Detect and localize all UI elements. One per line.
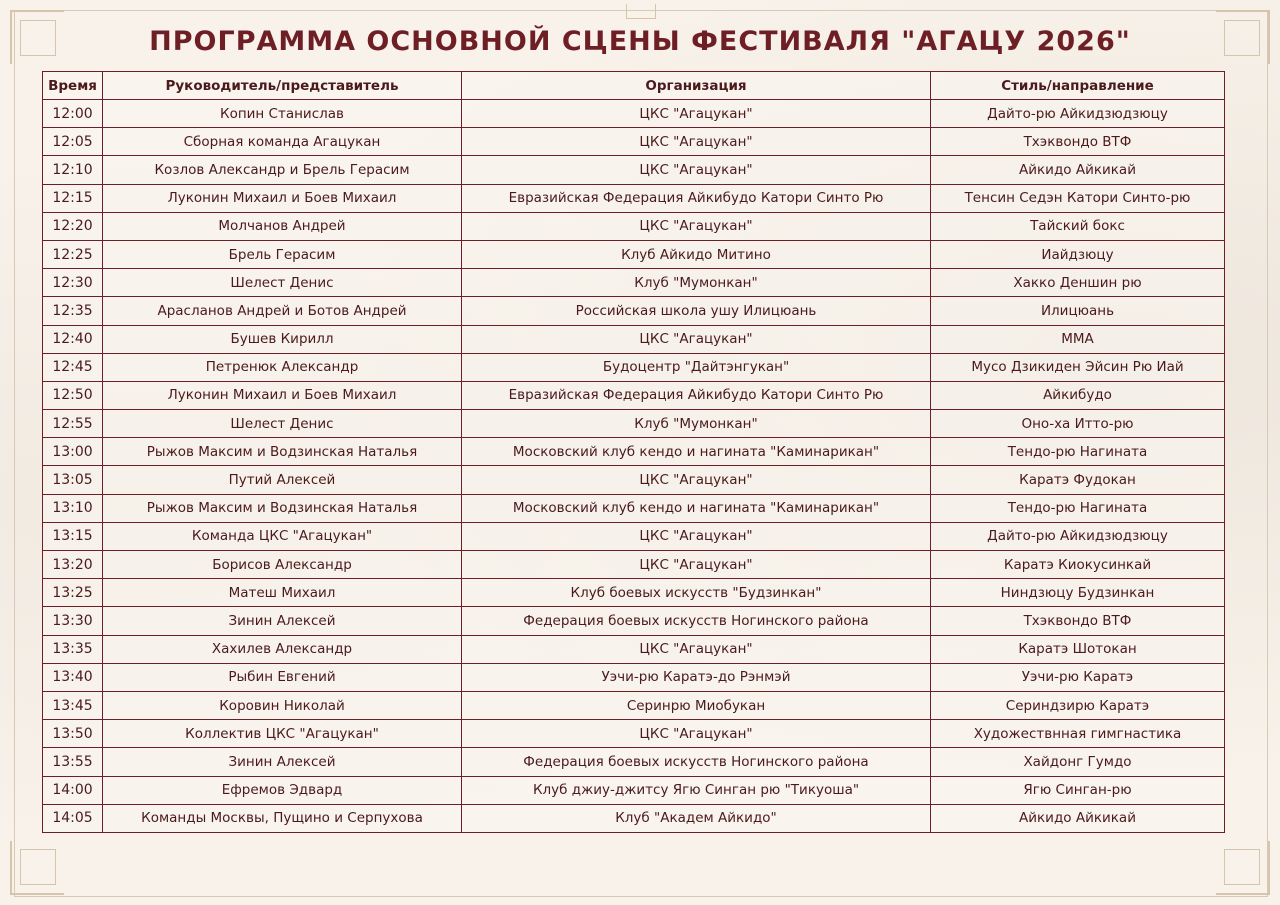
cell-organization: Клуб "Мумонкан" [462, 410, 931, 438]
cell-organization: Клуб Айкидо Митино [462, 240, 931, 268]
table-row [43, 128, 1225, 156]
cell-time: 12:40 [43, 325, 103, 353]
cell-style: Ягю Синган-рю [931, 776, 1225, 804]
cell-leader: Копин Станислав [103, 100, 462, 128]
cell-leader: Бушев Кирилл [103, 325, 462, 353]
cell-organization: ЦКС "Агацукан" [462, 212, 931, 240]
header-style: Стиль/направление [931, 72, 1225, 100]
cell-leader: Сборная команда Агацукан [103, 128, 462, 156]
table-row [43, 720, 1225, 748]
cell-time: 13:05 [43, 466, 103, 494]
cell-style: Оно-ха Итто-рю [931, 410, 1225, 438]
cell-time: 12:25 [43, 240, 103, 268]
cell-style: Тенсин Седэн Катори Синто-рю [931, 184, 1225, 212]
table-row [43, 325, 1225, 353]
cell-style: Тайский бокс [931, 212, 1225, 240]
cell-organization: Уэчи-рю Каратэ-до Рэнмэй [462, 663, 931, 691]
table-row [43, 551, 1225, 579]
cell-style: Айкидо Айкикай [931, 156, 1225, 184]
cell-leader: Шелест Денис [103, 269, 462, 297]
table-row [43, 691, 1225, 719]
cell-style: Айкибудо [931, 381, 1225, 409]
cell-leader: Арасланов Андрей и Ботов Андрей [103, 297, 462, 325]
cell-time: 12:50 [43, 381, 103, 409]
cell-style: Дайто-рю Айкидзюдзюцу [931, 522, 1225, 550]
table-row [43, 100, 1225, 128]
table-row [43, 269, 1225, 297]
table-row [43, 410, 1225, 438]
cell-style: Тхэквондо ВТФ [931, 607, 1225, 635]
cell-organization: Московский клуб кендо и нагината "Каминарикан" [462, 494, 931, 522]
cell-style: Сериндзирю Каратэ [931, 691, 1225, 719]
cell-style: Тендо-рю Нагината [931, 494, 1225, 522]
table-row [43, 297, 1225, 325]
cell-leader: Рыбин Евгений [103, 663, 462, 691]
cell-leader: Брель Герасим [103, 240, 462, 268]
cell-time: 14:05 [43, 804, 103, 832]
cell-time: 13:10 [43, 494, 103, 522]
cell-leader: Луконин Михаил и Боев Михаил [103, 184, 462, 212]
table-row [43, 240, 1225, 268]
cell-style: Хайдонг Гумдо [931, 748, 1225, 776]
cell-time: 13:50 [43, 720, 103, 748]
table-row [43, 466, 1225, 494]
cell-leader: Петренюк Александр [103, 353, 462, 381]
table-row [43, 776, 1225, 804]
table-row [43, 804, 1225, 832]
table-body [43, 100, 1225, 833]
cell-leader: Коровин Николай [103, 691, 462, 719]
page-title: ПРОГРАММА ОСНОВНОЙ СЦЕНЫ ФЕСТИВАЛЯ "АГАЦУ 2026" [149, 26, 1131, 57]
cell-style: Каратэ Фудокан [931, 466, 1225, 494]
table-row [43, 212, 1225, 240]
table-row [43, 607, 1225, 635]
cell-leader: Молчанов Андрей [103, 212, 462, 240]
cell-style: Айкидо Айкикай [931, 804, 1225, 832]
cell-organization: Российская школа ушу Илицюань [462, 297, 931, 325]
cell-style: Дайто-рю Айкидзюдзюцу [931, 100, 1225, 128]
cell-time: 12:35 [43, 297, 103, 325]
top-ornament [626, 4, 656, 19]
cell-time: 13:55 [43, 748, 103, 776]
cell-organization: ЦКС "Агацукан" [462, 128, 931, 156]
cell-organization: ЦКС "Агацукан" [462, 100, 931, 128]
cell-leader: Рыжов Максим и Водзинская Наталья [103, 494, 462, 522]
cell-organization: Клуб джиу-джитсу Ягю Синган рю "Тикуоша" [462, 776, 931, 804]
table-row [43, 522, 1225, 550]
cell-organization: Евразийская Федерация Айкибудо Катори Синто Рю [462, 184, 931, 212]
cell-leader: Ефремов Эдвард [103, 776, 462, 804]
cell-style: Тхэквондо ВТФ [931, 128, 1225, 156]
cell-style: Иайдзюцу [931, 240, 1225, 268]
header-leader: Руководитель/представитель [103, 72, 462, 100]
cell-organization: Евразийская Федерация Айкибудо Катори Синто Рю [462, 381, 931, 409]
header-organization: Организация [462, 72, 931, 100]
cell-leader: Коллектив ЦКС "Агацукан" [103, 720, 462, 748]
cell-time: 14:00 [43, 776, 103, 804]
cell-leader: Путий Алексей [103, 466, 462, 494]
cell-organization: ЦКС "Агацукан" [462, 551, 931, 579]
cell-style: Каратэ Киокусинкай [931, 551, 1225, 579]
header-time: Время [43, 72, 103, 100]
cell-leader: Зинин Алексей [103, 748, 462, 776]
schedule-table [42, 71, 1225, 833]
cell-time: 13:00 [43, 438, 103, 466]
table-row [43, 184, 1225, 212]
cell-leader: Шелест Денис [103, 410, 462, 438]
cell-time: 12:30 [43, 269, 103, 297]
cell-style: Илицюань [931, 297, 1225, 325]
corner-ornament-bottom-right [1216, 841, 1270, 895]
table-row [43, 635, 1225, 663]
cell-organization: ЦКС "Агацукан" [462, 635, 931, 663]
cell-style: Мусо Дзикиден Эйсин Рю Иай [931, 353, 1225, 381]
cell-time: 12:05 [43, 128, 103, 156]
table-row [43, 663, 1225, 691]
cell-organization: Клуб "Мумонкан" [462, 269, 931, 297]
cell-time: 13:15 [43, 522, 103, 550]
cell-organization: Московский клуб кендо и нагината "Каминарикан" [462, 438, 931, 466]
cell-time: 13:35 [43, 635, 103, 663]
cell-time: 13:45 [43, 691, 103, 719]
cell-leader: Команда ЦКС "Агацукан" [103, 522, 462, 550]
table-row [43, 438, 1225, 466]
cell-time: 13:40 [43, 663, 103, 691]
cell-organization: Федерация боевых искусств Ногинского района [462, 607, 931, 635]
cell-leader: Луконин Михаил и Боев Михаил [103, 381, 462, 409]
cell-style: ММА [931, 325, 1225, 353]
cell-time: 12:10 [43, 156, 103, 184]
table-row [43, 156, 1225, 184]
cell-leader: Рыжов Максим и Водзинская Наталья [103, 438, 462, 466]
cell-time: 12:55 [43, 410, 103, 438]
table-row [43, 494, 1225, 522]
cell-organization: Серинрю Миобукан [462, 691, 931, 719]
corner-ornament-bottom-left [10, 841, 64, 895]
cell-style: Ниндзюцу Будзинкан [931, 579, 1225, 607]
cell-time: 12:00 [43, 100, 103, 128]
cell-leader: Борисов Александр [103, 551, 462, 579]
cell-style: Уэчи-рю Каратэ [931, 663, 1225, 691]
cell-leader: Хахилев Александр [103, 635, 462, 663]
cell-time: 12:20 [43, 212, 103, 240]
cell-organization: ЦКС "Агацукан" [462, 522, 931, 550]
cell-time: 12:15 [43, 184, 103, 212]
cell-leader: Козлов Александр и Брель Герасим [103, 156, 462, 184]
cell-organization: Федерация боевых искусств Ногинского района [462, 748, 931, 776]
cell-leader: Матеш Михаил [103, 579, 462, 607]
cell-organization: Клуб боевых искусств "Будзинкан" [462, 579, 931, 607]
cell-organization: Клуб "Академ Айкидо" [462, 804, 931, 832]
cell-organization: ЦКС "Агацукан" [462, 466, 931, 494]
cell-style: Художествнная гимгнастика [931, 720, 1225, 748]
cell-leader: Зинин Алексей [103, 607, 462, 635]
cell-time: 13:20 [43, 551, 103, 579]
cell-style: Тендо-рю Нагината [931, 438, 1225, 466]
table-row [43, 353, 1225, 381]
cell-time: 13:30 [43, 607, 103, 635]
cell-organization: Будоцентр "Дайтэнгукан" [462, 353, 931, 381]
cell-time: 12:45 [43, 353, 103, 381]
table-header-row [43, 72, 1225, 100]
cell-time: 13:25 [43, 579, 103, 607]
table-row [43, 579, 1225, 607]
cell-style: Хакко Деншин рю [931, 269, 1225, 297]
cell-organization: ЦКС "Агацукан" [462, 720, 931, 748]
cell-leader: Команды Москвы, Пущино и Серпухова [103, 804, 462, 832]
table-row [43, 381, 1225, 409]
cell-organization: ЦКС "Агацукан" [462, 325, 931, 353]
table-row [43, 748, 1225, 776]
cell-organization: ЦКС "Агацукан" [462, 156, 931, 184]
cell-style: Каратэ Шотокан [931, 635, 1225, 663]
